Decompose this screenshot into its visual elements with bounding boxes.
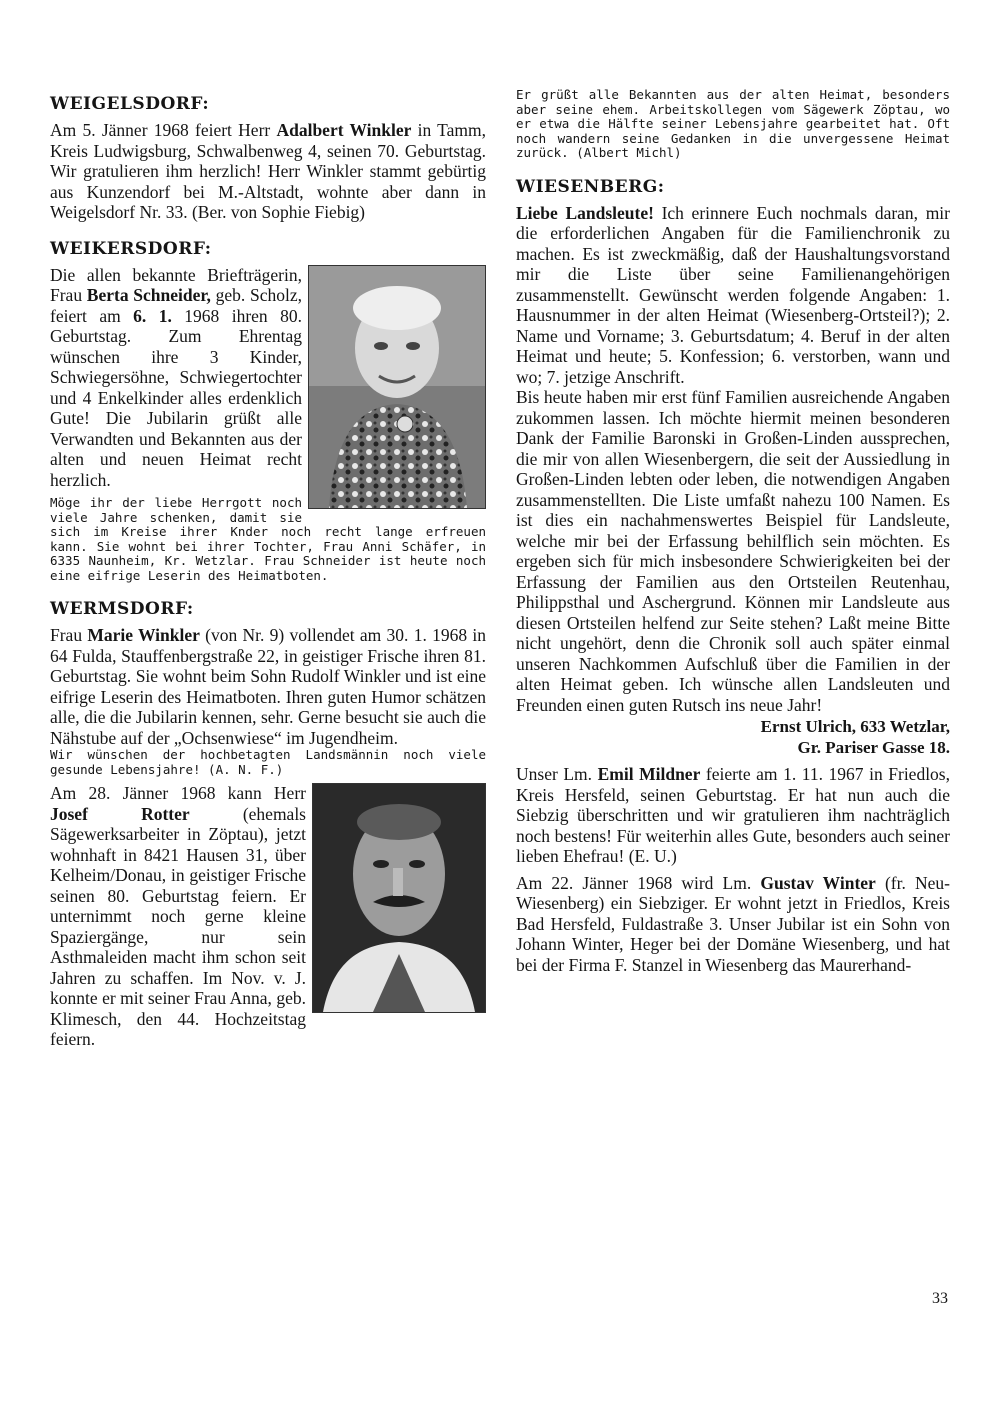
page-number: 33	[932, 1290, 948, 1307]
photo-josef-rotter	[312, 783, 486, 1013]
heading-wiesenberg: WIESENBERG:	[516, 176, 665, 197]
heading-weikersdorf: WEIKERSDORF:	[50, 238, 212, 259]
person-name: Berta Schneider,	[86, 285, 211, 305]
photo-berta-schneider	[308, 265, 486, 509]
signature: Ernst Ulrich, 633 Wetzlar, Gr. Pariser Gasse 18.	[760, 717, 950, 757]
weikersdorf-text: Die allen bekannte Briefträgerin, Frau Berta Schneider, geb. Scholz, feiert am 6. 1. 1968 ihren 80. Geburtstag. Zum Ehrentag wünschen ihre 3 Kinder, Schwiegersöhne, Schwiegertochter und 4 Enkelkinder alles erdenklich Gute! Die Jubilarin grüßt alle Verwandten und Bekannten aus der alten und neuen Heimat recht herzlich.	[50, 264, 303, 490]
rotter-text: Am 28. Jänner 1968 kann Herr Josef Rotter (ehemals Sägewerksarbeiter in Zöptau), jetzt wohnhaft in 8421 Hausen 31, über Kelheim/Donau, in geistiger Frische seinen 80. Geburtstag feiern. Er unternimmt noch gerne kleine Spaziergänge, nur sein Asthmaleiden macht ihm schon seit Jahren zu schaffen. Im Nov. v. J. konnte er mit seiner Frau Anna, geb. Klimesch, den 44. Hochzeitstag feiern.	[50, 783, 306, 1049]
left-column	[50, 88, 486, 1050]
wiesenberg-text: Liebe Landsleute! Ich erinnere Euch nochmals daran, mir die erforderlichen Angaben für die Familienchronik zu machen. Es ist zweckmäßig, daß der Haushaltungsvorstand mir die Liste über seine Familienangehörigen zusammenstellt. Gewünscht werden folgende Angaben: 1. Hausnummer in der alten Heimat (Wiesenberg-Ortsteil?); 2. Name und Vorname; 3. Geburtsdatum; 4. Beruf in der alten Heimat und heute; 5. Konfession; 6. verstorben, wann und wo; 7. jetzige Anschrift.	[516, 202, 950, 387]
heading-weigelsdorf: WEIGELSDORF:	[50, 94, 210, 114]
rotter-continuation-note: Er grüßt alle Bekannten aus der alten Heimat, besonders aber seine ehem. Arbeitskollegen vom Sägewerk Zöptau, wo er etwa die Hälfte seiner Lebensjahre gearbeitet hat. Oft noch wandern seine Gedanken in die unvergessene Heimat zurück. (Albert Michl)	[516, 87, 950, 160]
person-name: Josef Rotter	[50, 803, 190, 824]
mildner-text: Unser Lm. Emil Mildner feierte am 1. 11. 1967 in Friedlos, Kreis Hersfeld, seinen Geburtstag. Er hat nun auch die Siebzig überschritten und wir gratulieren ihm nachträglich noch bestens! Für weiterhin alles Gute, besonders auch seiner lieben Ehefrau! (E. U.)	[516, 764, 950, 866]
person-name: Gustav Winter	[760, 872, 876, 893]
right-column	[516, 88, 950, 975]
weigelsdorf-text: Am 5. Jänner 1968 feiert Herr Adalbert Winkler in Tamm, Kreis Ludwigsburg, Schwalbenweg 4, seinen 70. Geburtstag. Wir gratulieren ihm herzlich! Herr Winkler stammt gebürtig aus Kunzendorf bei M.-Altstadt, wohnte aber dann in Weigelsdorf Nr. 33. (Ber. von Sophie Fiebig)	[50, 120, 486, 222]
person-name: Marie Winkler	[87, 625, 200, 645]
person-name: Adalbert Winkler	[276, 120, 412, 140]
heading-wermsdorf: WERMSDORF:	[50, 599, 194, 619]
person-name: Emil Mildner	[597, 764, 701, 784]
winter-text: Am 22. Jänner 1968 wird Lm. Gustav Winter (fr. Neu-Wiesenberg) ein Siebziger. Er wohnt jetzt in Friedlos, Kreis Bad Hersfeld, Fuldastraße 3. Unser Jubilar ist ein Sohn von Johann Winter, Heger bei der Domäne Wiesenberg, und hat bei der Firma F. Stanzel in Wiesenberg das Maurerhand-	[516, 872, 950, 975]
wermsdorf-note: Wir wünschen der hochbetagten Landsmännin noch viele gesunde Lebensjahre! (A. N. F.)	[50, 747, 486, 777]
wiesenberg-text-2: Bis heute haben mir erst fünf Familien ausreichende Angaben zukommen lassen. Ich möchte hiermit meinen besonderen Dank der Familie Baronski in Großen-Linden aussprechen, die mir von allen Wiesenbergern, die seit der Aussiedlung in Großen-Linden lebten oder leben, die notwendigen Angaben zusammenstellten. Die Liste umfaßt nahezu 100 Namen. Es ist dies ein nachahmenswertes Beispiel für Landsleute, welche mir bei der Erfassung behilflich sein möchten. Es ergeben sich für mich insbesondere Schwierigkeiten bei der Erfassung der Familien aus den Ortsteilen Reutenhau, Philippsthal und Aschergrund. Können mir Landsleute aus diesen Ortsteilen helfend zur Seite stehen? Laßt meine Bitte nicht ungehört, denn die Chronik soll auch später einmal unseren Nachkommen Aufschluß über die Familien in der alten Heimat geben. Ich wünsche allen Landsleuten und Freunden einen guten Rutsch ins neue Jahr!	[516, 387, 950, 715]
weikersdorf-note: Möge ihr der liebe Herrgott noch viele Jahre schenken, damit sie sich im Kreise ihrer Knder noch recht lange erfreuen kann. Sie wohnt bei ihrer Tochter, Frau Anni Schäfer, in 6335 Naunheim, Kr. Wetzlar. Frau Schneider ist heute noch eine eifrige Leserin des Heimatboten.	[50, 495, 486, 583]
wermsdorf-text: Frau Marie Winkler (von Nr. 9) vollendet am 30. 1. 1968 in 64 Fulda, Stauffenbergstraße 22, in geistiger Frische ihren 81. Geburtstag. Sie wohnt beim Sohn Rudolf Winkler und ist eine eifrige Leserin des Heimatboten. Ihren guten Humor schätzen alle, die die Jubilarin kennen, sehr. Gerne besucht sie auch die Nähstube auf der „Ochsenwiese“ im Jugendheim.	[50, 625, 486, 748]
